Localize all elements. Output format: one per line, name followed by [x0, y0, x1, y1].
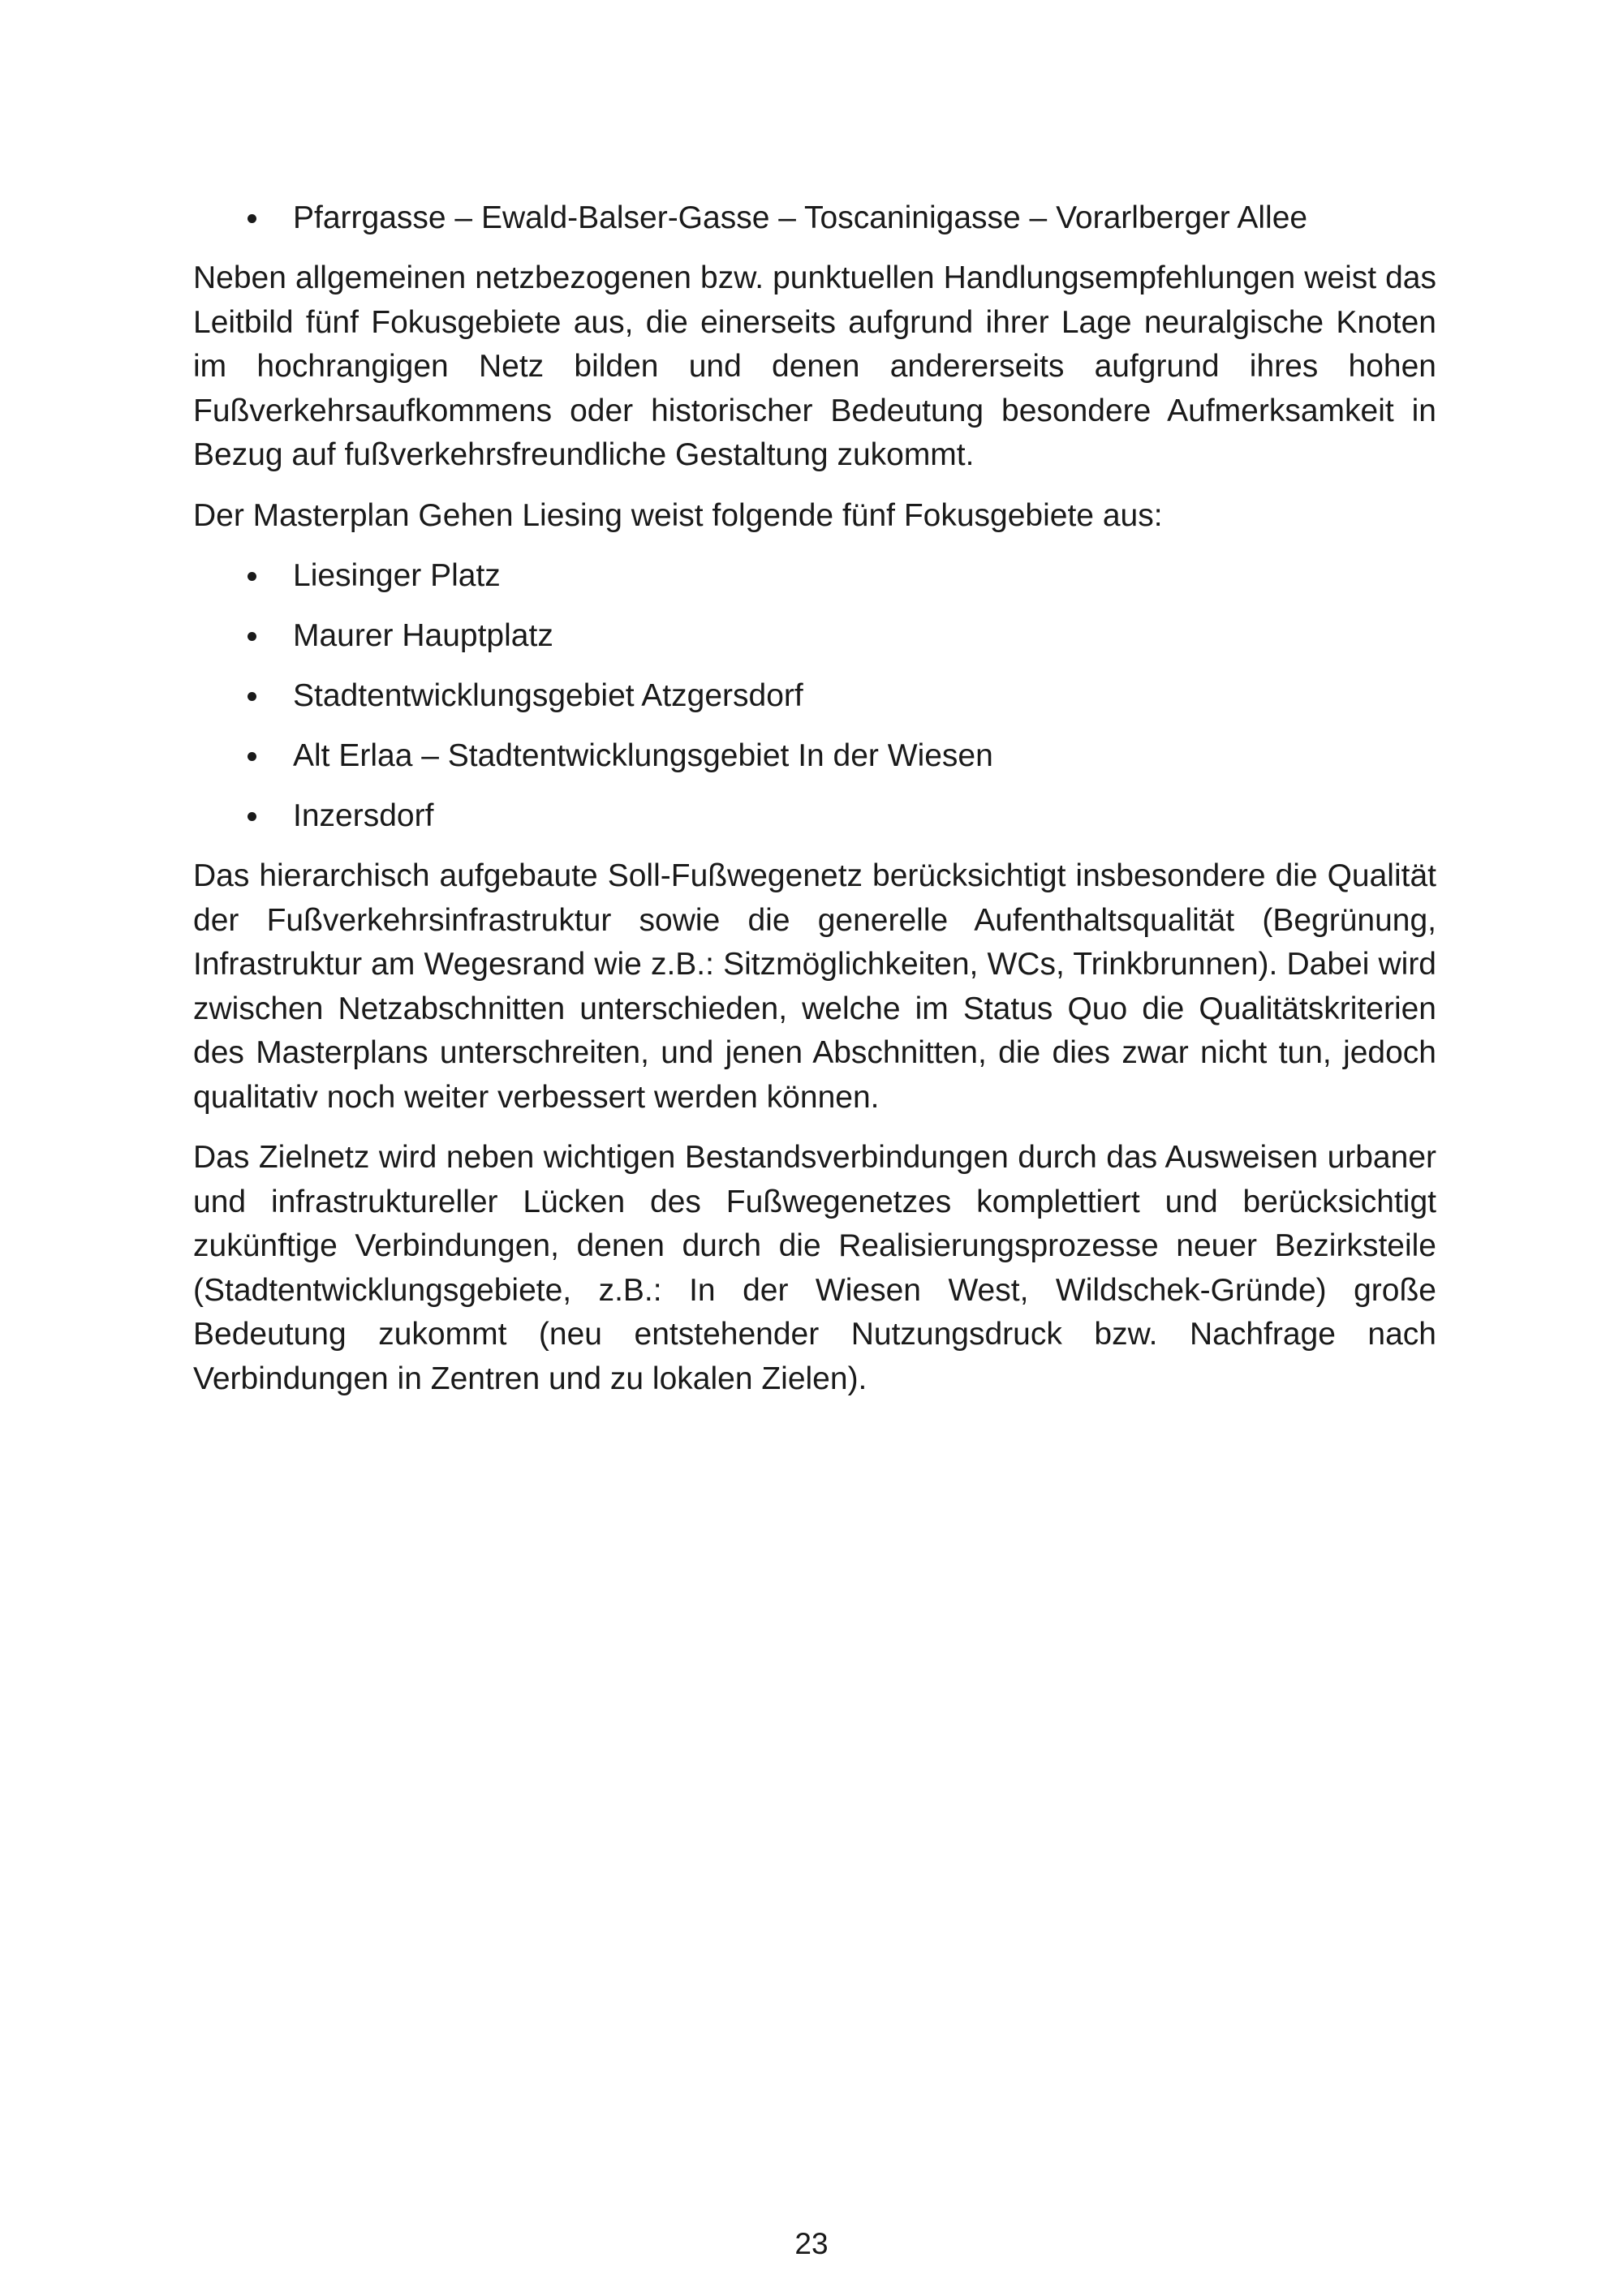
list-item	[193, 794, 1436, 838]
list-item	[193, 734, 1436, 778]
page-number: 23	[794, 2227, 829, 2260]
bullet-icon	[248, 214, 256, 223]
route-list	[193, 196, 1436, 240]
bullet-icon	[248, 692, 256, 701]
list-item	[193, 614, 1436, 658]
focus-area-list	[193, 554, 1436, 838]
bullet-icon	[248, 572, 256, 581]
list-item	[193, 674, 1436, 718]
list-item-text: Stadtentwicklungsgebiet Atzgersdorf	[293, 678, 803, 713]
list-item-text: Alt Erlaa – Stadtentwicklungsgebiet In der Wiesen	[293, 738, 993, 773]
page-body	[193, 196, 1436, 1417]
list-item-text: Inzersdorf	[293, 798, 434, 833]
bullet-icon	[248, 752, 256, 761]
list-item-text: Maurer Hauptplatz	[293, 618, 553, 653]
bullet-icon	[248, 632, 256, 641]
list-item-text: Pfarrgasse – Ewald-Balser-Gasse – Toscaninigasse – Vorarlberger Allee	[293, 200, 1308, 235]
bullet-icon	[248, 812, 256, 821]
paragraph-focus-lead: Der Masterplan Gehen Liesing weist folgende fünf Fokusgebiete aus:	[193, 497, 1163, 533]
paragraph-target-network: Das Zielnetz wird neben wichtigen Bestandsverbindungen durch das Ausweisen urbaner und infrastruktureller Lücken des Fußwegenetzes komplettiert und berücksichtigt zukünftige Verbindungen, denen durch die Realisierungsprozesse neuer Bezirksteile (Stadtentwicklungsgebiete, z.B.: In der Wiesen West, Wildschek-Gründe) große Bedeutung zukommt (neu entstehender Nutzungsdruck bzw. Nachfrage nach Verbindungen in Zentren und zu lokalen Zielen).	[193, 1140, 1436, 1396]
paragraph-intro: Neben allgemeinen netzbezogenen bzw. punktuellen Handlungsempfehlungen weist das Leitbild fünf Fokusgebiete aus, die einerseits aufgrund ihrer Lage neuralgische Knoten im hochrangigen Netz bilden und denen andererseits aufgrund ihres hohen Fußverkehrsaufkommens oder historischer Bedeutung besondere Aufmerksamkeit in Bezug auf fußverkehrsfreundliche Gestaltung zukommt.	[193, 260, 1436, 472]
list-item	[193, 196, 1436, 240]
list-item-text: Liesinger Platz	[293, 558, 501, 593]
paragraph-network: Das hierarchisch aufgebaute Soll-Fußwegenetz berücksichtigt insbesondere die Qualität der Fußverkehrsinfrastruktur sowie die generelle Aufenthaltsqualität (Begrünung, Infrastruktur am Wegesrand wie z.B.: Sitzmöglichkeiten, WCs, Trinkbrunnen). Dabei wird zwischen Netzabschnitten unterschieden, welche im Status Quo die Qualitätskriterien des Masterplans unterschreiten, und jenen Abschnitten, die dies zwar nicht tun, jedoch qualitativ noch weiter verbessert werden können.	[193, 858, 1436, 1115]
list-item	[193, 554, 1436, 598]
